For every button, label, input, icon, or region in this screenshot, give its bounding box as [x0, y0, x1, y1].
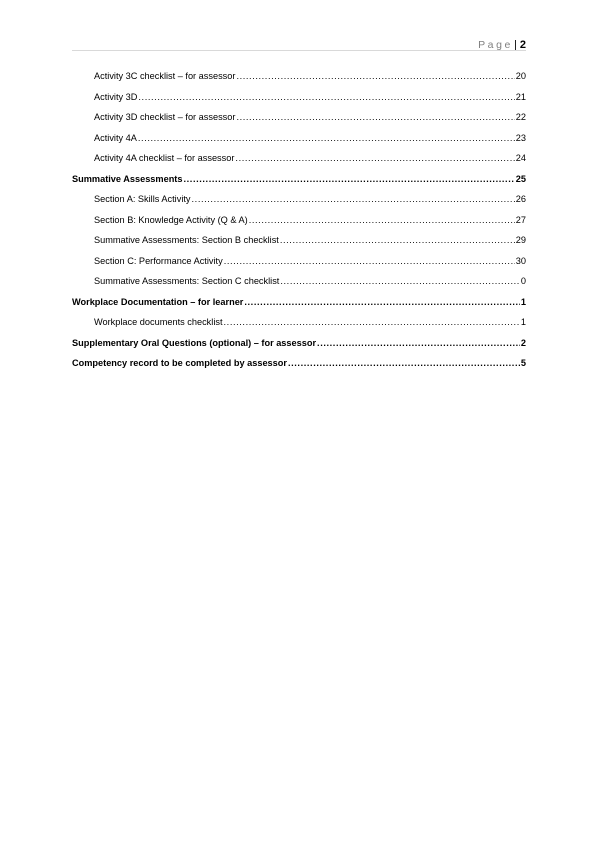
page-header	[72, 35, 526, 51]
toc-entry[interactable]	[72, 174, 526, 195]
toc-entry[interactable]	[72, 317, 526, 338]
toc-dot-leader	[244, 297, 520, 307]
toc-entry-page: 27	[515, 214, 526, 225]
toc-entry[interactable]	[72, 297, 526, 318]
toc-entry-page: 30	[515, 255, 526, 266]
toc-entry[interactable]	[72, 256, 526, 277]
page-label: Page	[478, 39, 514, 51]
toc-entry-page: 24	[515, 153, 526, 163]
toc-entry-page: 21	[515, 91, 526, 102]
toc-entry[interactable]	[72, 235, 526, 256]
toc-dot-leader	[183, 174, 514, 184]
toc-dot-leader	[192, 194, 515, 204]
toc-dot-leader	[288, 358, 520, 368]
toc-entry[interactable]	[72, 338, 526, 359]
toc-dot-leader	[235, 153, 514, 163]
toc-entry[interactable]	[72, 358, 526, 379]
toc-entry-page: 2	[520, 337, 526, 348]
toc-entry-title: Workplace documents checklist	[94, 317, 223, 327]
toc-entry-page: 0	[520, 276, 526, 286]
toc-entry-page: 26	[515, 194, 526, 204]
toc-dot-leader	[236, 71, 514, 81]
toc-entry-title: Supplementary Oral Questions (optional) – for assessor	[72, 337, 317, 348]
toc-entry-title: Competency record to be completed by assessor	[72, 358, 287, 368]
toc-entry-title: Activity 3D checklist – for assessor	[94, 112, 236, 122]
toc-entry-page: 22	[515, 112, 526, 122]
toc-dot-leader	[249, 215, 515, 225]
page-separator: |	[514, 39, 517, 51]
toc-entry-title: Activity 4A	[94, 132, 137, 143]
toc-entry-page: 1	[520, 296, 526, 307]
toc-entry-title: Section B: Knowledge Activity (Q & A)	[94, 214, 248, 225]
toc-entry-title: Activity 3D	[94, 91, 138, 102]
toc-entry-page: 20	[515, 71, 526, 81]
toc-dot-leader	[280, 235, 515, 245]
page-number: 2	[519, 39, 526, 51]
toc-entry-page: 1	[520, 317, 526, 327]
toc-entry-title: Summative Assessments: Section C checklist	[94, 276, 280, 286]
toc-entry[interactable]	[72, 194, 526, 215]
toc-entry[interactable]	[72, 276, 526, 297]
toc-entry-title: Section C: Performance Activity	[94, 255, 223, 266]
toc-entry[interactable]	[72, 215, 526, 236]
toc-dot-leader	[224, 256, 515, 266]
toc-entry-title: Workplace Documentation – for learner	[72, 296, 244, 307]
toc-dot-leader	[138, 133, 515, 143]
toc-dot-leader	[236, 112, 514, 122]
toc-dot-leader	[138, 92, 514, 102]
header-divider	[72, 50, 526, 51]
toc-dot-leader	[317, 338, 520, 348]
toc-entry-title: Activity 3C checklist – for assessor	[94, 71, 236, 81]
toc-entry-page: 25	[515, 173, 526, 184]
toc-entry[interactable]	[72, 71, 526, 92]
toc-dot-leader	[280, 276, 520, 286]
toc-entry-title: Section A: Skills Activity	[94, 194, 191, 204]
table-of-contents	[72, 71, 526, 379]
toc-entry[interactable]	[72, 133, 526, 154]
toc-entry[interactable]	[72, 153, 526, 174]
toc-dot-leader	[224, 317, 520, 327]
toc-entry-title: Summative Assessments: Section B checklist	[94, 235, 279, 245]
toc-entry-page: 29	[515, 235, 526, 245]
toc-entry-page: 23	[515, 132, 526, 143]
toc-entry-title: Summative Assessments	[72, 173, 183, 184]
toc-entry[interactable]	[72, 92, 526, 113]
toc-entry-title: Activity 4A checklist – for assessor	[94, 153, 235, 163]
toc-entry-page: 5	[520, 358, 526, 368]
toc-entry[interactable]	[72, 112, 526, 133]
